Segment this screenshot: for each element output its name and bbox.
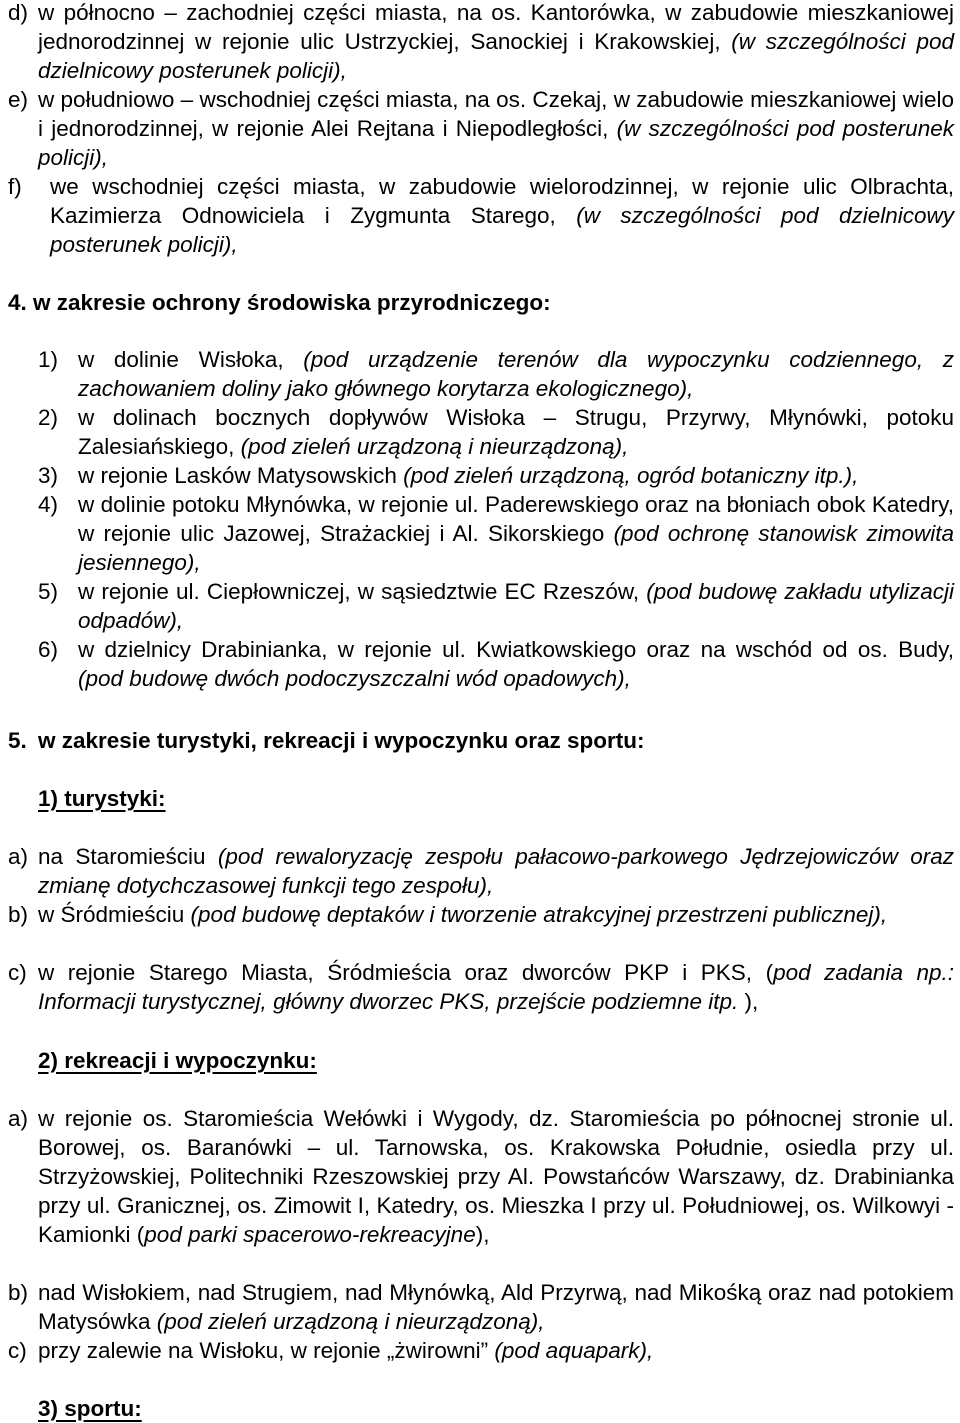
list-item-f (8, 172, 954, 259)
list-note: (pod budowę deptaków i tworzenie atrakcyjnej przestrzeni publicznej), (190, 902, 888, 927)
list-text: w dzielnicy Drabinianka, w rejonie ul. Kwiatkowskiego oraz na wschód od os. Budy, (78, 637, 954, 662)
list-text: w dolinie Wisłoka, (78, 347, 304, 372)
list-label: c) (8, 1338, 27, 1363)
section-4-item-1 (38, 345, 954, 403)
section-5-number: 5. (8, 728, 27, 753)
list-text: w południowo – wschodniej części miasta, na os. Czekaj, w zabudowie mieszkaniowej wielo i jednorodzinnej, w rejonie Alei Rejtana i Niepodległości, (38, 87, 954, 141)
list-text: w dolinie potoku Młynówka, w rejonie ul. Paderewskiego oraz na błoniach obok Katedry, w rejonie ulic Jazowej, Strażackiej i Al. Sikorskiego (78, 492, 954, 546)
list-note: (pod rewaloryzację zespołu pałacowo-parkowego Jędrzejowiczów oraz zmianę dotychczasowej funkcji tego zespołu), (38, 844, 954, 898)
section-5-heading: w zakresie turystyki, rekreacji i wypoczynku oraz sportu: (38, 728, 645, 753)
list-item-e (8, 85, 954, 172)
list-note: (w szczególności pod dzielnicowy posterunek policji), (38, 29, 954, 83)
list-note: (pod aquapark), (494, 1338, 654, 1363)
list-text: we wschodniej części miasta, w zabudowie wielorodzinnej, w rejonie ulic Olbrachta, Kazimierza Odnowiciela i Zygmunta Starego, (50, 174, 954, 228)
list-text: w Śródmieściu (38, 902, 191, 927)
list-label: b) (8, 1280, 29, 1305)
list-label: 2) (38, 405, 59, 430)
list-text: przy zalewie na Wisłoku, w rejonie „żwirowni” (38, 1338, 495, 1363)
list-text: w rejonie ul. Ciepłowniczej, w sąsiedztwie EC Rzeszów, (78, 579, 647, 604)
list-note: (w szczególności pod dzielnicowy posterunek policji), (50, 203, 954, 257)
subsection-recreation-heading: 2) rekreacji i wypoczynku: (38, 1048, 317, 1073)
list-note: (pod budowę zakładu utylizacji odpadów), (78, 579, 954, 633)
list-label: f) (8, 174, 22, 199)
list-text: w rejonie Lasków Matysowskich (78, 463, 404, 488)
list-note: (w szczególności pod posterunek policji), (38, 116, 954, 170)
list-text: w północno – zachodniej części miasta, na os. Kantorówka, w zabudowie mieszkaniowej jednorodzinnej w rejonie ulic Ustrzyckiej, Sanockiej i Krakowskiej, (38, 0, 954, 54)
subsection-sport-heading: 3) sportu: (38, 1396, 142, 1421)
list-label: a) (8, 1106, 29, 1131)
subsection-tourism-heading: 1) turystyki: (38, 786, 166, 811)
list-label: 1) (38, 347, 59, 372)
section-4-item-2 (38, 403, 954, 461)
list-label: e) (8, 87, 29, 112)
list-text: w dolinach bocznych dopływów Wisłoka – Strugu, Przyrwy, Młynówki, potoku Zalesiańskiego, (78, 405, 954, 459)
list-note: (pod zieleń urządzoną, ogród botaniczny itp.), (403, 463, 859, 488)
recreation-item-c (8, 1336, 954, 1365)
list-note: (pod urządzenie terenów dla wypoczynku codziennego, z zachowaniem doliny jako głównego korytarza ekologicznego), (78, 347, 954, 401)
list-label: c) (8, 960, 27, 985)
list-text: nad Wisłokiem, nad Strugiem, nad Młynówką, Ald Przyrwą, nad Mikośką oraz nad potokiem Matysówka (38, 1280, 954, 1334)
list-label: 4) (38, 492, 59, 517)
section-4-item-5 (38, 577, 954, 635)
recreation-item-b (8, 1278, 954, 1336)
list-label: b) (8, 902, 29, 927)
list-note: (pod budowę dwóch podoczyszczalni wód opadowych), (78, 666, 631, 691)
list-tail: ), (738, 989, 759, 1014)
section-4-item-4 (38, 490, 954, 577)
list-note: (pod zieleń urządzoną i nieurządzoną), (156, 1309, 545, 1334)
list-note: pod parki spacerowo-rekreacyjne (144, 1222, 476, 1247)
section-4-item-6 (38, 635, 954, 693)
list-item-d (8, 0, 954, 85)
section-4-item-3 (38, 461, 954, 490)
list-note: (pod ochronę stanowisk zimowita jesiennego), (78, 521, 954, 575)
tourism-item-c (8, 958, 954, 1016)
list-label: d) (8, 0, 29, 25)
list-label: a) (8, 844, 29, 869)
list-tail: ), (475, 1222, 490, 1247)
list-text: w rejonie os. Staromieścia Wełówki i Wygody, dz. Staromieścia po północnej stronie ul. Borowej, os. Baranówki – ul. Tarnowska, os. Krakowska Południe, osiedla przy ul. Strzyżowskiej, Politechniki Rzeszowskiej przy Al. Powstańców Warszawy, dz. Drabinianka przy ul. Granicznej, os. Zimowit I, Katedry, os. Mieszka I przy ul. Południowej, os. Wilkowyi - Kamionki ( (38, 1106, 954, 1247)
list-note: (pod zieleń urządzoną i nieurządzoną), (240, 434, 629, 459)
list-label: 6) (38, 637, 59, 662)
list-text: na Staromieściu (38, 844, 218, 869)
list-note: pod zadania np.: Informacji turystycznej, główny dworzec PKS, przejście podziemne itp. (38, 960, 955, 1014)
list-label: 3) (38, 463, 59, 488)
list-text: w rejonie Starego Miasta, Śródmieścia oraz dworców PKP i PKS, ( (38, 960, 774, 985)
recreation-item-a (8, 1104, 954, 1249)
tourism-item-a (8, 842, 954, 900)
tourism-item-b (8, 900, 954, 929)
section-4-heading: 4. w zakresie ochrony środowiska przyrodniczego: (8, 290, 551, 315)
list-label: 5) (38, 579, 59, 604)
